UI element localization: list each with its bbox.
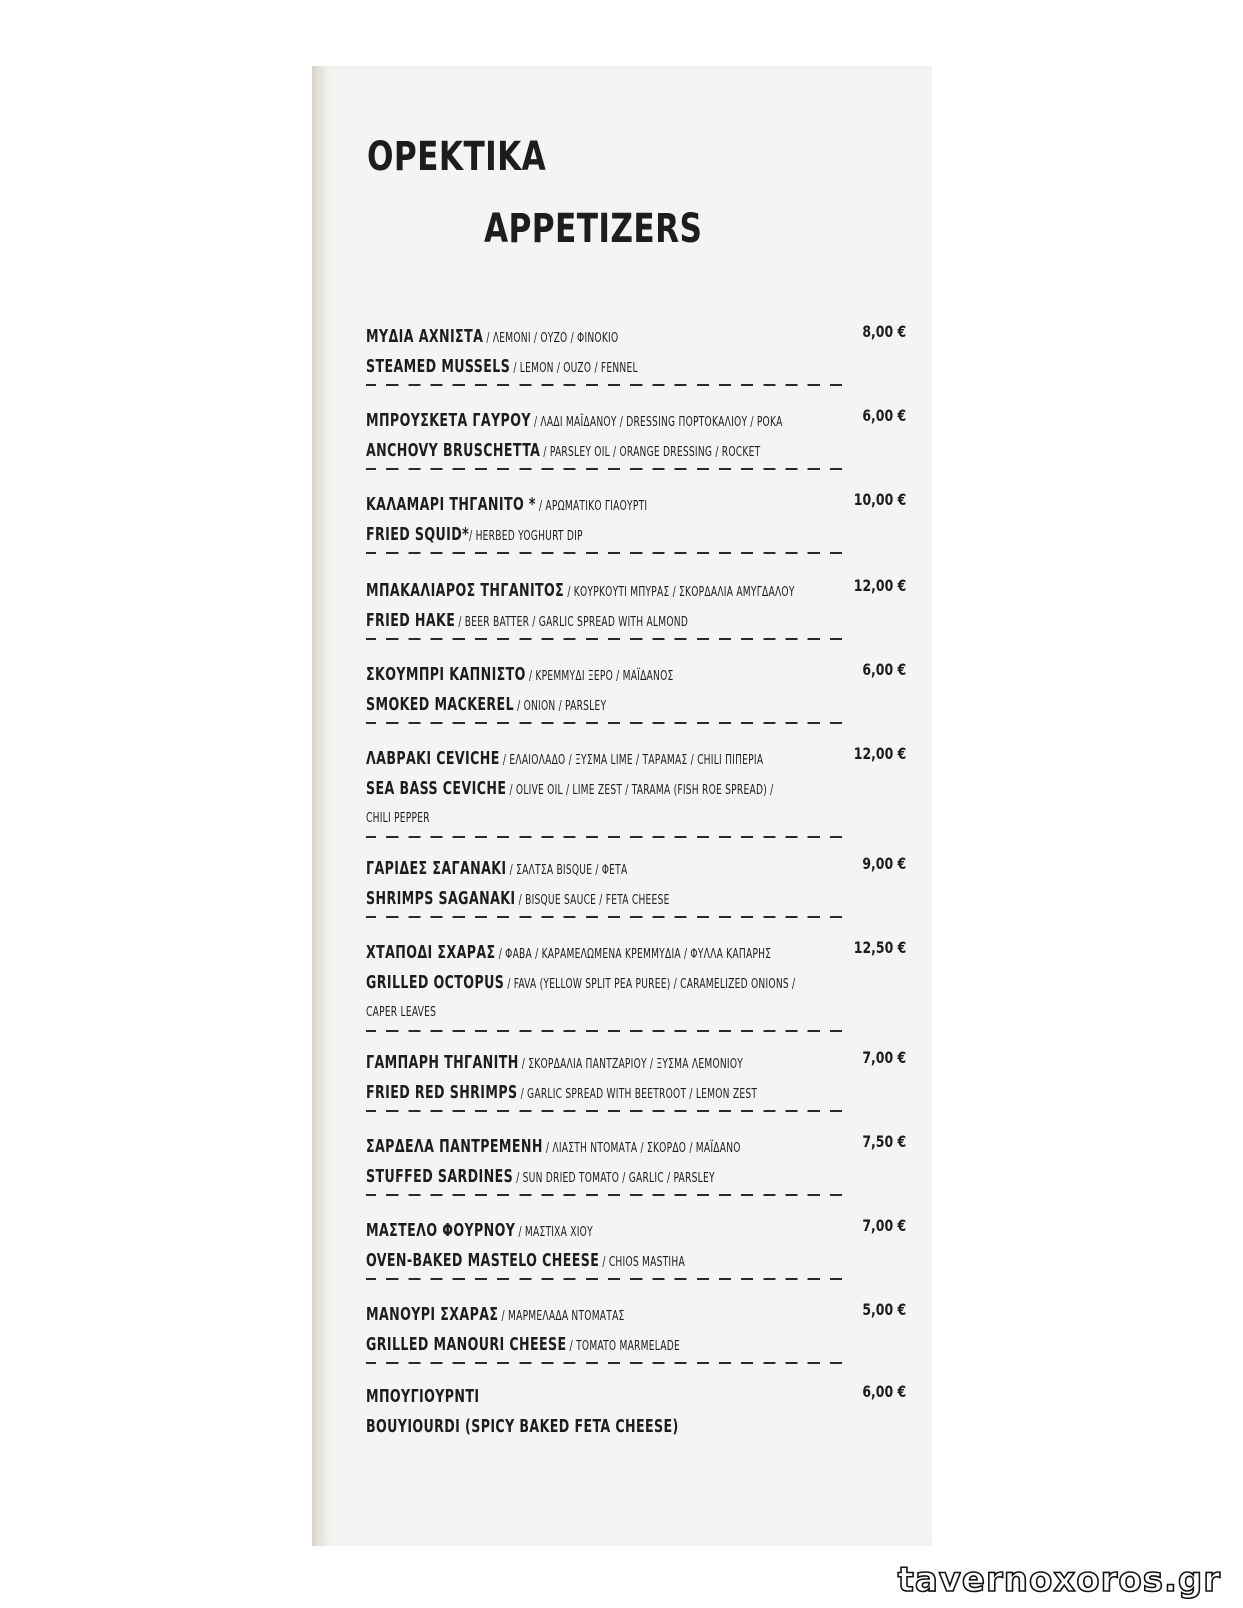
dashed-divider	[366, 916, 846, 918]
item-greek-line	[366, 1048, 787, 1078]
item-name-greek: ΣΚΟΥΜΠΡΙ ΚΑΠΝΙΣΤΟ	[366, 664, 526, 685]
menu-item	[366, 406, 906, 470]
menu-item	[366, 1048, 906, 1112]
menu-item	[366, 938, 906, 1032]
item-greek-line	[366, 854, 787, 884]
section-title-english: APPETIZERS	[484, 206, 703, 252]
item-desc-english: / ONION / PARSLEY	[514, 699, 607, 714]
item-price: 5,00 €	[862, 1300, 906, 1319]
item-name-english: SMOKED MACKEREL	[366, 694, 515, 715]
item-english-line	[366, 774, 787, 804]
item-desc-english: / FAVA (YELLOW SPLIT PEA PUREE) / CARAMELIZED ONIONS /	[504, 977, 796, 992]
item-desc-greek: / ΛΙΑΣΤΗ ΝΤΟΜΑΤΑ / ΣΚΟΡΔΟ / ΜΑΪΔΑΝΟ	[542, 1141, 741, 1156]
item-name-english: GRILLED OCTOPUS	[366, 972, 505, 993]
item-desc-greek: / ΚΟΥΡΚΟΥΤΙ ΜΠΥΡΑΣ / ΣΚΟΡΔΑΛΙΑ ΑΜΥΓΔΑΛΟΥ	[564, 585, 795, 600]
section-title-greek: ΟΡΕΚΤΙΚΑ	[367, 134, 547, 180]
item-desc-english: / HERBED YOGHURT DIP	[469, 529, 583, 544]
item-desc-greek: / ΛΕΜΟΝΙ / ΟΥΖΟ / ΦΙΝΟΚΙΟ	[483, 331, 619, 346]
site-watermark: tavernoxoros.gr	[897, 1560, 1221, 1600]
item-price: 8,00 €	[862, 322, 906, 341]
menu-item	[366, 1132, 906, 1196]
item-name-english: SEA BASS CEVICHE	[366, 778, 507, 799]
item-desc-greek: / ΜΑΣΤΙΧΑ ΧΙΟΥ	[515, 1225, 593, 1240]
item-name-english: STUFFED SARDINES	[366, 1166, 514, 1187]
item-desc-english: / PARSLEY OIL / ORANGE DRESSING / ROCKET	[540, 445, 761, 460]
item-greek-line	[366, 1300, 787, 1330]
item-desc-english: / BISQUE SAUCE / FETA CHEESE	[515, 893, 670, 908]
item-greek-line	[366, 490, 787, 520]
item-name-english: STEAMED MUSSELS	[366, 356, 511, 377]
menu-item	[366, 660, 906, 724]
item-name-greek: ΜΠΑΚΑΛΙΑΡΟΣ ΤΗΓΑΝΙΤΟΣ	[366, 580, 565, 601]
menu-item	[366, 322, 906, 386]
item-greek-line	[366, 660, 787, 690]
menu-item	[366, 576, 906, 640]
dashed-divider	[366, 1194, 846, 1196]
dashed-divider	[366, 552, 846, 554]
item-price: 12,00 €	[853, 576, 906, 595]
dashed-divider	[366, 638, 846, 640]
item-price: 9,00 €	[862, 854, 906, 873]
dashed-divider	[366, 468, 846, 470]
item-english-line	[366, 1246, 787, 1276]
item-name-greek: ΣΑΡΔΕΛΑ ΠΑΝΤΡΕΜΕΝΗ	[366, 1136, 543, 1157]
item-desc-greek: / ΕΛΑΙΟΛΑΔΟ / ΞΥΣΜΑ LIME / ΤΑΡΑΜΑΣ / CHILI ΠΙΠΕΡΙΑ	[499, 753, 764, 768]
item-desc-continuation: CHILI PEPPER	[366, 811, 430, 826]
item-name-english: FRIED HAKE	[366, 610, 456, 631]
item-greek-line	[366, 1132, 787, 1162]
item-english-line	[366, 968, 796, 998]
item-desc-english: / TOMATO MARMELADE	[566, 1339, 681, 1354]
dashed-divider	[366, 836, 846, 838]
item-english-line	[366, 606, 787, 636]
item-price: 12,00 €	[853, 744, 906, 763]
page-fold-edge	[312, 66, 326, 1546]
item-desc-greek: / ΜΑΡΜΕΛΑΔΑ ΝΤΟΜΑΤΑΣ	[498, 1309, 625, 1324]
item-greek-line	[366, 1216, 787, 1246]
menu-item	[366, 854, 906, 918]
item-desc-english: / OLIVE OIL / LIME ZEST / TARAMA (FISH ROE SPREAD) /	[506, 783, 774, 798]
item-name-english: SHRIMPS SAGANAKI	[366, 888, 516, 909]
item-greek-line	[366, 1382, 787, 1412]
item-price: 12,50 €	[853, 938, 906, 957]
dashed-divider	[366, 1278, 846, 1280]
item-english-line	[366, 1412, 787, 1442]
item-name-greek: ΜΠΡΟΥΣΚΕΤΑ ΓΑΥΡΟΥ	[366, 410, 531, 431]
item-name-greek: ΛΑΒΡΑΚΙ CEVICHE	[366, 748, 500, 769]
item-english-line	[366, 1078, 787, 1108]
item-name-english: FRIED SQUID*	[366, 524, 470, 545]
item-name-greek: ΜΥΔΙΑ ΑΧΝΙΣΤΑ	[366, 326, 484, 347]
item-desc-greek: / ΦΑΒΑ / ΚΑΡΑΜΕΛΩΜΕΝΑ ΚΡΕΜΜΥΔΙΑ / ΦΥΛΛΑ ΚΑΠΑΡΗΣ	[495, 947, 772, 962]
dashed-divider	[366, 384, 846, 386]
item-price: 7,00 €	[862, 1216, 906, 1235]
menu-item	[366, 1300, 906, 1364]
item-greek-line	[366, 744, 787, 774]
item-english-line	[366, 690, 787, 720]
item-name-greek: ΧΤΑΠΟΔΙ ΣΧΑΡΑΣ	[366, 942, 496, 963]
item-desc-greek: / ΛΑΔΙ ΜΑΪΔΑΝΟΥ / DRESSING ΠΟΡΤΟΚΑΛΙΟΥ / ΡΟΚΑ	[530, 415, 783, 430]
dashed-divider	[366, 722, 846, 724]
item-greek-line	[366, 938, 787, 968]
item-greek-line	[366, 406, 787, 436]
item-english-line	[366, 352, 787, 382]
item-price: 10,00 €	[853, 490, 906, 509]
item-english-line	[366, 436, 787, 466]
item-desc-english: / GARLIC SPREAD WITH BEETROOT / LEMON ZEST	[517, 1087, 758, 1102]
item-name-english: GRILLED MANOURI CHEESE	[366, 1334, 567, 1355]
item-price: 6,00 €	[862, 1382, 906, 1401]
item-desc-greek: / ΑΡΩΜΑΤΙΚΟ ΓΙΑΟΥΡΤΙ	[535, 499, 648, 514]
item-name-english: FRIED RED SHRIMPS	[366, 1082, 518, 1103]
item-name-greek: ΜΠΟΥΓΙΟΥΡΝΤΙ	[366, 1386, 480, 1407]
dashed-divider	[366, 1110, 846, 1112]
item-name-english: OVEN-BAKED MASTELO CHEESE	[366, 1250, 600, 1271]
item-name-greek: ΓΑΜΠΑΡΗ ΤΗΓΑΝΙΤΗ	[366, 1052, 519, 1073]
item-english-line	[366, 884, 787, 914]
menu-item	[366, 1382, 906, 1442]
item-english-line	[366, 1162, 787, 1192]
item-price: 6,00 €	[862, 406, 906, 425]
item-desc-english: / LEMON / OUZO / FENNEL	[510, 361, 638, 376]
item-desc-continuation: CAPER LEAVES	[366, 1005, 437, 1020]
item-greek-line	[366, 322, 787, 352]
item-name-english: ANCHOVY BRUSCHETTA	[366, 440, 541, 461]
dashed-divider	[366, 1362, 846, 1364]
item-greek-line	[366, 576, 795, 606]
item-name-greek: ΜΑΝΟΥΡΙ ΣΧΑΡΑΣ	[366, 1304, 499, 1325]
item-name-english: BOUYIOURDI (SPICY BAKED FETA CHEESE)	[366, 1416, 679, 1437]
menu-item	[366, 744, 906, 838]
menu-item	[366, 1216, 906, 1280]
item-english-line	[366, 520, 787, 550]
item-price: 7,50 €	[862, 1132, 906, 1151]
item-price: 6,00 €	[862, 660, 906, 679]
item-desc-english: / CHIOS MASTIHA	[599, 1255, 685, 1270]
item-desc-greek: / ΣΑΛΤΣΑ BISQUE / ΦΕΤΑ	[506, 863, 628, 878]
item-desc-greek: / ΚΡΕΜΜΥΔΙ ΞΕΡΟ / ΜΑΪΔΑΝΟΣ	[525, 669, 674, 684]
item-name-greek: ΚΑΛΑΜΑΡΙ ΤΗΓΑΝΙΤΟ *	[366, 494, 536, 515]
item-price: 7,00 €	[862, 1048, 906, 1067]
item-name-greek: ΜΑΣΤΕΛΟ ΦΟΥΡΝΟΥ	[366, 1220, 516, 1241]
item-desc-greek: / ΣΚΟΡΔΑΛΙΑ ΠΑΝΤΖΑΡΙΟΥ / ΞΥΣΜΑ ΛΕΜΟΝΙΟΥ	[518, 1057, 744, 1072]
menu-item	[366, 490, 906, 554]
item-desc-english: / SUN DRIED TOMATO / GARLIC / PARSLEY	[513, 1171, 715, 1186]
item-desc-english: / BEER BATTER / GARLIC SPREAD WITH ALMOND	[455, 615, 689, 630]
item-english-line	[366, 1330, 787, 1360]
dashed-divider	[366, 1030, 846, 1032]
item-name-greek: ΓΑΡΙΔΕΣ ΣΑΓΑΝΑΚΙ	[366, 858, 507, 879]
